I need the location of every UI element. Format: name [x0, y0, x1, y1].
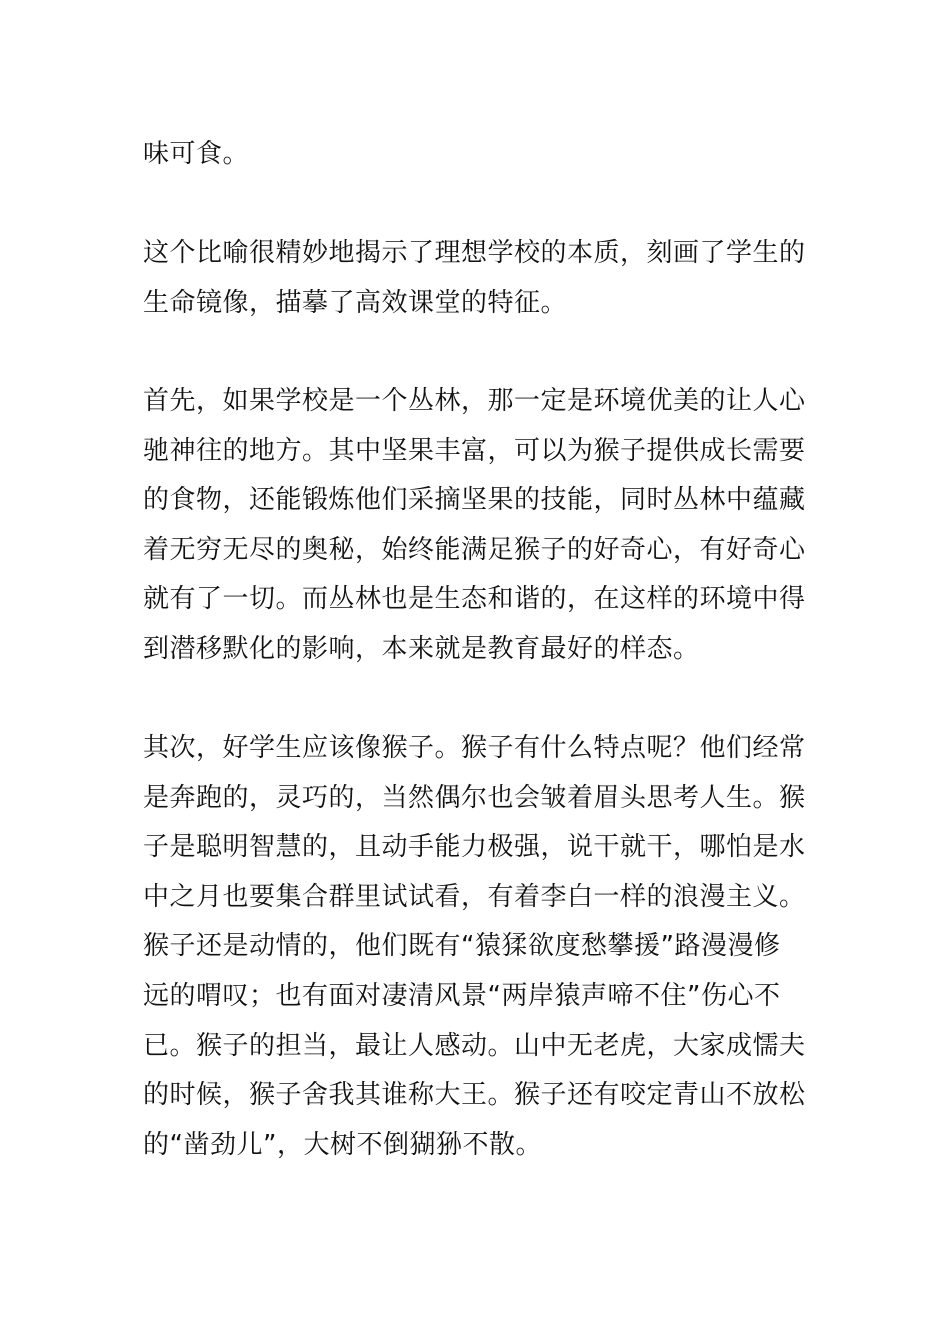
text-line: 的“凿劲儿”，大树不倒猢狲不散。: [143, 1129, 542, 1160]
text-line: 已。猴子的担当，最让人感动。山中无老虎，大家成懦夫: [143, 1030, 806, 1061]
text-line: 子是聪明智慧的，且动手能力极强，说干就干，哪怕是水: [143, 832, 806, 863]
text-line: 是奔跑的，灵巧的，当然偶尔也会皱着眉头思考人生。猴: [143, 782, 806, 813]
paragraph-4: [143, 724, 813, 1170]
text-line: 远的喟叹；也有面对凄清风景“两岸猿声啼不住”伤心不: [143, 980, 781, 1011]
paragraph-3: [143, 377, 813, 675]
paragraph-1: [143, 130, 813, 180]
text-line: 驰神往的地方。其中坚果丰富，可以为猴子提供成长需要: [143, 435, 806, 466]
paragraph-2: [143, 229, 813, 328]
text-line: 猴子还是动情的，他们既有“猿猱欲度愁攀援”路漫漫修: [143, 931, 781, 962]
text-line: 味可食。: [143, 139, 250, 169]
text-line: 着无穷无尽的奥秘，始终能满足猴子的好奇心，有好奇心: [143, 534, 806, 565]
text-line: 首先，如果学校是一个丛林，那一定是环境优美的让人心: [143, 386, 806, 416]
text-line: 这个比喻很精妙地揭示了理想学校的本质，刻画了学生的: [143, 238, 806, 268]
text-line: 就有了一切。而丛林也是生态和谐的，在这样的环境中得: [143, 584, 806, 615]
text-line: 生命镜像，描摹了高效课堂的特征。: [143, 287, 568, 318]
text-line: 的时候，猴子舍我其谁称大王。猴子还有咬定青山不放松: [143, 1080, 806, 1111]
text-line: 到潜移默化的影响，本来就是教育最好的样态。: [143, 633, 700, 664]
text-line: 的食物，还能锻炼他们采摘坚果的技能，同时丛林中蕴藏: [143, 485, 806, 516]
text-line: 其次，好学生应该像猴子。猴子有什么特点呢？他们经常: [143, 733, 806, 763]
text-line: 中之月也要集合群里试试看，有着李白一样的浪漫主义。: [143, 881, 806, 912]
